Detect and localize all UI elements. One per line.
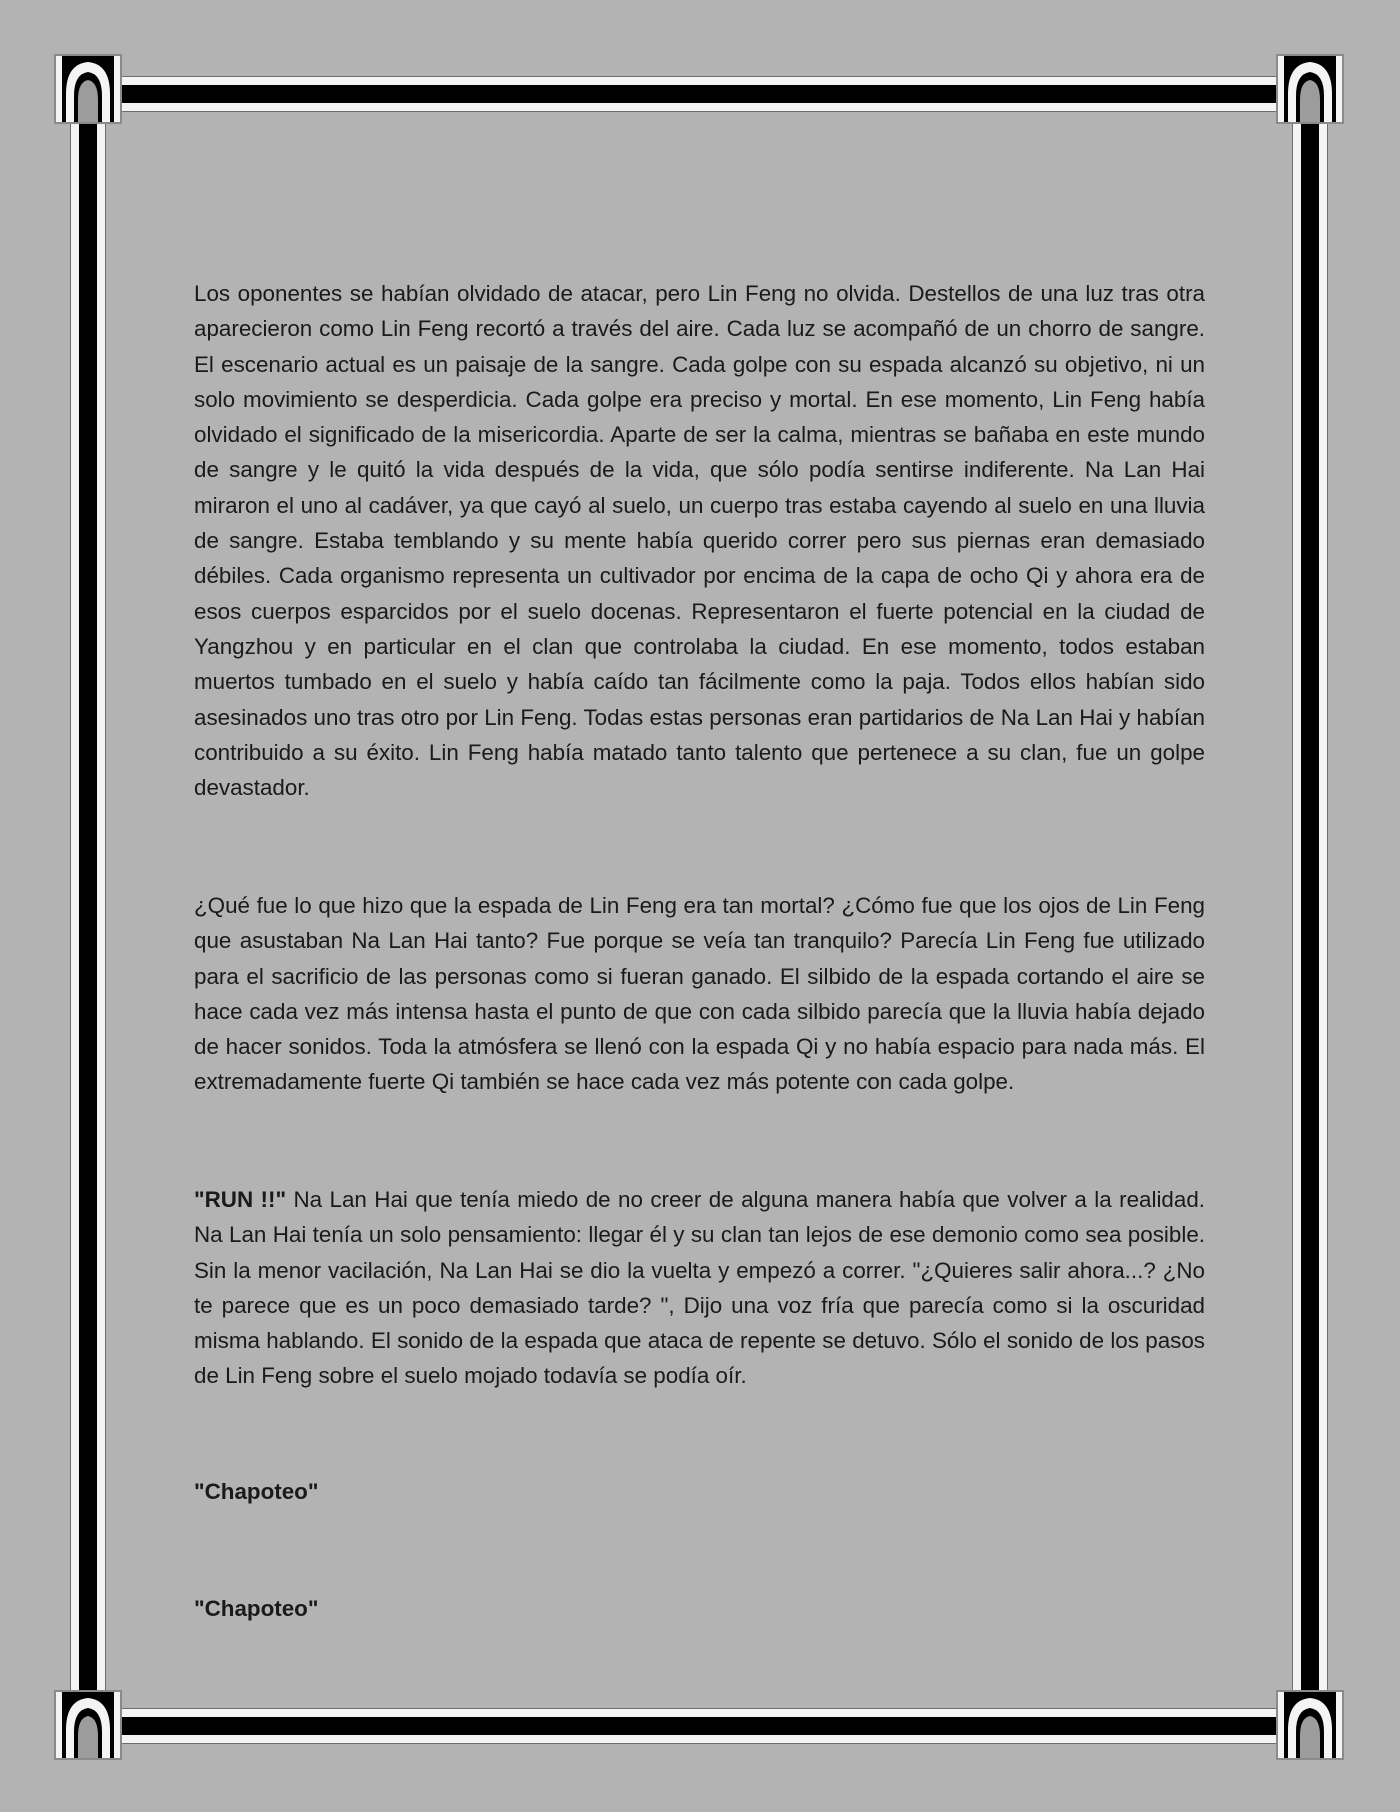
- frame-bottom-border: [120, 1706, 1280, 1750]
- frame-corner-ornament-top-right: [1276, 54, 1344, 124]
- sound-effect-line-1: "Chapoteo": [194, 1479, 319, 1504]
- frame-corner-ornament-bottom-left: [54, 1690, 122, 1760]
- sound-effect-line-2: "Chapoteo": [194, 1596, 319, 1621]
- frame-right-border: [1290, 118, 1334, 1694]
- body-paragraph-3: [194, 1182, 1205, 1394]
- frame-left-border: [68, 118, 112, 1694]
- frame-corner-ornament-top-left: [54, 54, 122, 124]
- body-paragraph-3-text: Na Lan Hai que tenía miedo de no creer de alguna manera había que volver a la realidad. Na Lan Hai tenía un solo pensamiento: llegar él y su clan tan lejos de ese demonio como sea posible. Sin la menor vacilación, Na Lan Hai se dio la vuelta y empezó a correr. "¿Quieres salir ahora...? ¿No te parece que es un poco demasiado tarde? ", Dijo una voz fría que parecía como si la oscuridad misma hablando. El sonido de la espada que ataca de repente se detuvo. Sólo el sonido de los pasos de Lin Feng sobre el suelo mojado todavía se podía oír.: [194, 1187, 1206, 1389]
- run-shout-bold-lead: "RUN !!": [194, 1187, 287, 1212]
- body-paragraph-2: ¿Qué fue lo que hizo que la espada de Lin Feng era tan mortal? ¿Cómo fue que los ojos de Lin Feng que asustaban Na Lan Hai tanto? Fue porque se veía tan tranquilo? Parecía Lin Feng fue utilizado para el sacrificio de las personas como si fueran ganado. El silbido de la espada cortando el aire se hace cada vez más intensa hasta el punto de que con cada silbido parecía que la lluvia había dejado de hacer sonidos. Toda la atmósfera se llenó con la espada Qi y no había espacio para nada más. El extremadamente fuerte Qi también se hace cada vez más potente con cada golpe.: [194, 893, 1205, 1095]
- body-paragraph-1: Los oponentes se habían olvidado de atacar, pero Lin Feng no olvida. Destellos de una luz tras otra aparecieron como Lin Feng recortó a través del aire. Cada luz se acompañó de un chorro de sangre. El escenario actual es un paisaje de la sangre. Cada golpe con su espada alcanzó su objetivo, ni un solo movimiento se desperdicia. Cada golpe era preciso y mortal. En ese momento, Lin Feng había olvidado el significado de la misericordia. Aparte de ser la calma, mientras se bañaba en este mundo de sangre y le quitó la vida después de la vida, que sólo podía sentirse indiferente. Na Lan Hai miraron el uno al cadáver, ya que cayó al suelo, un cuerpo tras estaba cayendo al suelo en una lluvia de sangre. Estaba temblando y su mente había querido correr pero sus piernas eran demasiado débiles. Cada organismo representa un cultivador por encima de la capa de ocho Qi y ahora era de esos cuerpos esparcidos por el suelo docenas. Representaron el fuerte potencial en la ciudad de Yangzhou y en particular en el clan que controlaba la ciudad. En ese momento, todos estaban muertos tumbado en el suelo y había caído tan fácilmente como la paja. Todos ellos habían sido asesinados uno tras otro por Lin Feng. Todas estas personas eran partidarios de Na Lan Hai y habían contribuido a su éxito. Lin Feng había matado tanto talento que pertenece a su clan, fue un golpe devastador.: [194, 281, 1205, 801]
- frame-corner-ornament-bottom-right: [1276, 1690, 1344, 1760]
- frame-top-border: [120, 74, 1280, 118]
